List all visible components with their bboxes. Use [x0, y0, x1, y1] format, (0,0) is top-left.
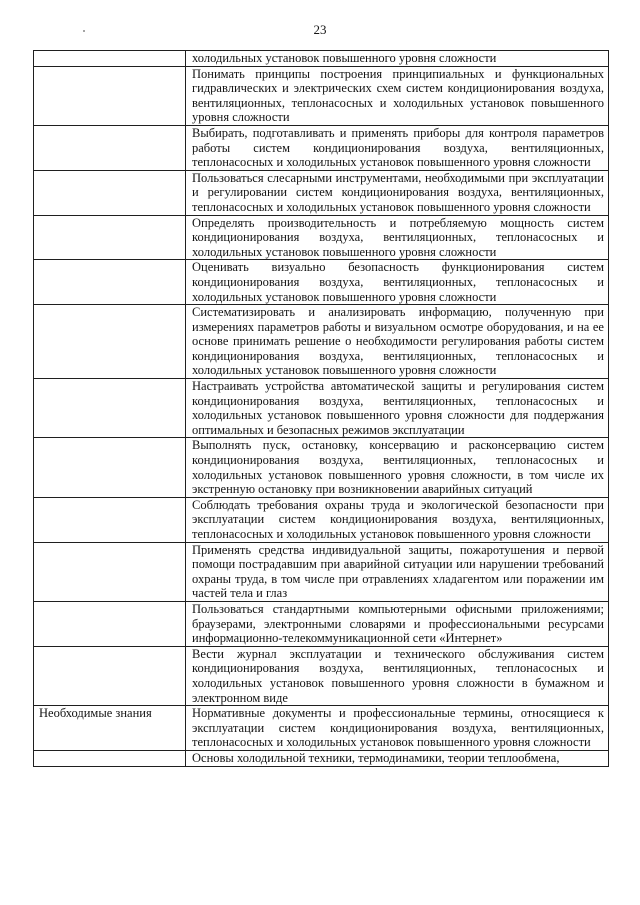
- row-text: Выбирать, подготавливать и применять приборы для контроля параметров работы систем кондиционирования воздуха, вентиляционных, теплонасосных и холодильных установок повышенного уровня сложности: [186, 125, 609, 170]
- table-row: [34, 215, 609, 260]
- row-label: [34, 305, 186, 379]
- table-row: [34, 438, 609, 497]
- table-row: [34, 170, 609, 215]
- row-text: Основы холодильной техники, термодинамики, теории теплообмена,: [186, 750, 609, 766]
- row-label: [34, 750, 186, 766]
- row-label: [34, 170, 186, 215]
- row-label: [34, 542, 186, 601]
- table-row: [34, 51, 609, 67]
- row-label: [34, 438, 186, 497]
- table-row: [34, 542, 609, 601]
- row-text: Применять средства индивидуальной защиты, пожаротушения и первой помощи пострадавшим при аварийной ситуации или нарушении требований охраны труда, в том числе при отравлениях хладагентом или поражении им частей тела и глаз: [186, 542, 609, 601]
- skills-knowledge-table: [33, 50, 609, 767]
- table-row: [34, 125, 609, 170]
- row-text: Настраивать устройства автоматической защиты и регулирования систем кондиционирования воздуха, вентиляционных, теплонасосных и холодильных установок повышенного уровня сложности для поддержания оптимальных и безопасных режимов эксплуатации: [186, 379, 609, 438]
- table-row: [34, 305, 609, 379]
- row-label: [34, 51, 186, 67]
- row-text: Пользоваться слесарными инструментами, необходимыми при эксплуатации и регулировании систем кондиционирования воздуха, вентиляционных, теплонасосных и холодильных установок повышенного уровня сложности: [186, 170, 609, 215]
- row-label: [34, 379, 186, 438]
- table-row: [34, 379, 609, 438]
- row-text: Соблюдать требования охраны труда и экологической безопасности при эксплуатации систем кондиционирования воздуха, вентиляционных, теплонасосных и холодильных установок повышенного уровня сложности: [186, 497, 609, 542]
- table-row: [34, 646, 609, 705]
- row-label: [34, 601, 186, 646]
- row-label: [34, 497, 186, 542]
- row-text: Понимать принципы построения принципиальных и функциональных гидравлических и электрических схем систем кондиционирования воздуха, вентиляционных, теплонасосных и холодильных установок повышенного уровня сложности: [186, 66, 609, 125]
- row-label: [34, 66, 186, 125]
- row-text: Определять производительность и потребляемую мощность систем кондиционирования воздуха, вентиляционных, теплонасосных и холодильных установок повышенного уровня сложности: [186, 215, 609, 260]
- row-text: Систематизировать и анализировать информацию, полученную при измерениях параметров работы и визуальном осмотре оборудования, и на ее основе принимать решение о необходимости регулирования работы систем кондиционирования воздуха, вентиляционных, теплонасосных и холодильных установок повышенного уровня сложности: [186, 305, 609, 379]
- table-row: [34, 706, 609, 751]
- row-label: [34, 646, 186, 705]
- table-row: [34, 497, 609, 542]
- row-label-knowledge: Необходимые знания: [34, 706, 186, 751]
- table-row: [34, 601, 609, 646]
- table-row: [34, 260, 609, 305]
- row-label: [34, 260, 186, 305]
- row-text: Оценивать визуально безопасность функционирования систем кондиционирования воздуха, вентиляционных, теплонасосных и холодильных установок повышенного уровня сложности: [186, 260, 609, 305]
- row-text: Выполнять пуск, остановку, консервацию и расконсервацию систем кондиционирования воздуха, вентиляционных, теплонасосных и холодильных установок повышенного уровня сложности, в том числе их экстренную остановку при возникновении аварийных ситуаций: [186, 438, 609, 497]
- page-number: 23: [313, 22, 327, 37]
- row-text: Пользоваться стандартными компьютерными офисными приложениями; браузерами, электронными словарями и профессиональными ресурсами информационно-телекоммуникационной сети «Интернет»: [186, 601, 609, 646]
- row-label: [34, 215, 186, 260]
- table-row: [34, 750, 609, 766]
- row-text: Нормативные документы и профессиональные термины, относящиеся к эксплуатации систем кондиционирования воздуха, вентиляционных, теплонасосных и холодильных установок повышенного уровня сложности: [186, 706, 609, 751]
- row-text: Вести журнал эксплуатации и технического обслуживания систем кондиционирования воздуха, вентиляционных, теплонасосных и холодильных установок повышенного уровня сложности в бумажном и электронном виде: [186, 646, 609, 705]
- row-label: [34, 125, 186, 170]
- row-text: холодильных установок повышенного уровня сложности: [186, 51, 609, 67]
- table-row: [34, 66, 609, 125]
